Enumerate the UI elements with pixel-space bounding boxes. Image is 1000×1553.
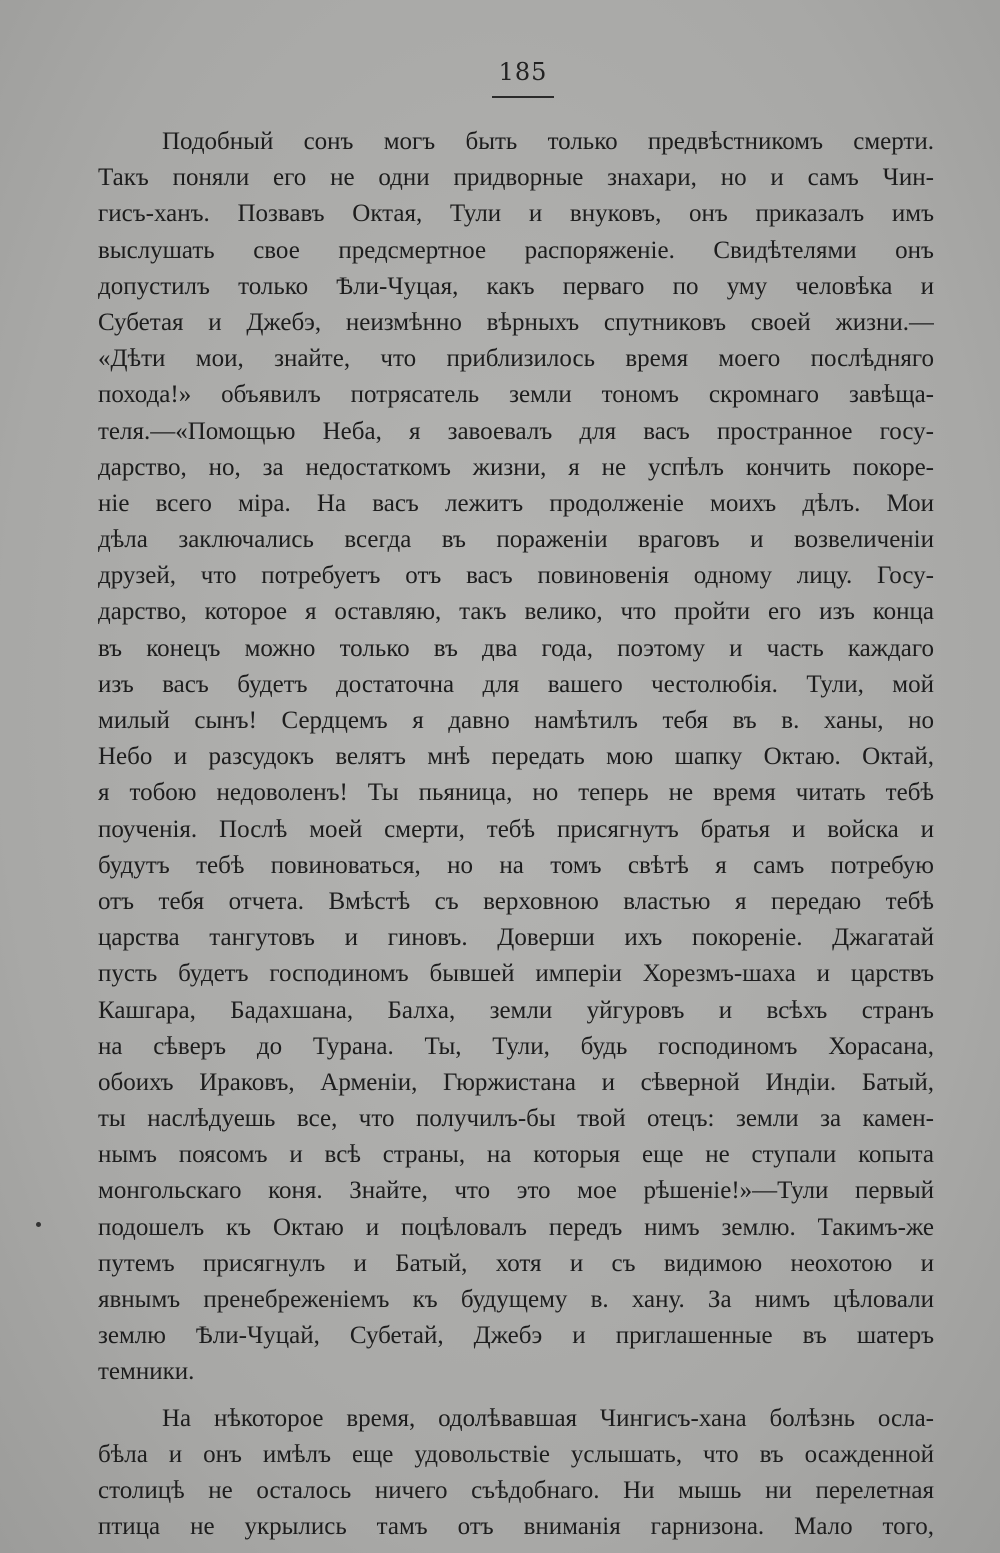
text-line: птица не укрылись тамъ отъ вниманія гарнизона. Мало того,: [98, 1513, 934, 1541]
text-line: явнымъ пренебреженіемъ къ будущему в. хану. За нимъ цѣловали: [98, 1286, 934, 1313]
text-line: отъ тебя отчета. Вмѣстѣ съ верховною властью я передаю тебѣ: [98, 887, 934, 915]
paragraph-gap: [98, 1391, 934, 1401]
text-line: дѣла заключались всегда въ пораженіи враговъ и возвеличеніи: [98, 526, 934, 554]
text-body: [98, 124, 934, 1545]
text-line: монгольскаго коня. Знайте, что это мое рѣшеніе!»—Тули первый: [98, 1177, 934, 1205]
text-line: допустилъ только Ѣли-Чуцая, какъ перваго по уму человѣка и: [98, 272, 934, 300]
print-speck: [36, 1222, 41, 1227]
text-line: будутъ тебѣ повиноваться, но на томъ свѣтѣ я самъ потребую: [98, 851, 934, 879]
text-line: ты наслѣдуешь все, что получилъ-бы твой отецъ: земли за камен-: [98, 1105, 934, 1133]
text-line: путемъ присягнулъ и Батый, хотя и съ видимою неохотою и: [98, 1249, 934, 1277]
text-line: похода!» объявилъ потрясатель земли тономъ скромнаго завѣща-: [98, 381, 934, 409]
page-number-underline: [492, 96, 554, 98]
text-line: На нѣкоторое время, одолѣвавшая Чингисъ-хана болѣзнь осла-: [162, 1404, 934, 1432]
text-line: на сѣверъ до Турана. Ты, Тули, будь господиномъ Хорасана,: [98, 1032, 934, 1060]
text-line: пусть будетъ господиномъ бывшей имперіи Хорезмъ-шаха и царствъ: [98, 960, 934, 988]
text-line: милый сынъ! Сердцемъ я давно намѣтилъ тебя въ в. ханы, но: [98, 707, 934, 734]
text-line: ніе всего міра. На васъ лежитъ продолженіе моихъ дѣлъ. Мои: [98, 489, 934, 517]
text-line: друзей, что потребуетъ отъ васъ повиновенія одному лицу. Госу-: [98, 562, 934, 590]
text-line: Такъ поняли его не одни придворные знахари, но и самъ Чин-: [98, 164, 934, 192]
text-line: нымъ поясомъ и всѣ страны, на которыя еще не ступали копыта: [98, 1141, 934, 1169]
page-number: 185: [498, 58, 548, 86]
text-line: выслушать свое предсмертное распоряженіе. Свидѣтелями онъ: [98, 236, 934, 264]
text-line: темники.: [98, 1358, 195, 1386]
text-line: землю Ѣли-Чуцай, Субетай, Джебэ и приглашенные въ шатеръ: [98, 1322, 934, 1350]
text-line: Субетая и Джебэ, неизмѣнно вѣрныхъ спутниковъ своей жизни.—: [98, 308, 934, 336]
text-line: царства тангутовъ и гиновъ. Доверши ихъ покореніе. Джагатай: [98, 924, 934, 952]
text-line: подошелъ къ Октаю и поцѣловалъ передъ нимъ землю. Такимъ-же: [98, 1213, 934, 1241]
text-line: поученія. Послѣ моей смерти, тебѣ присягнутъ братья и войска и: [98, 815, 934, 843]
text-line: бѣла и онъ имѣлъ еще удовольствіе услышать, что въ осажденной: [98, 1440, 934, 1468]
paragraph-1: [98, 124, 934, 1391]
text-line: дарство, но, за недостаткомъ жизни, я не успѣлъ кончить покоре-: [98, 453, 934, 481]
text-line: Кашгара, Бадахшана, Балха, земли уйгуровъ и всѣхъ странъ: [98, 996, 934, 1024]
paragraph-2: [98, 1401, 934, 1546]
text-line: въ конецъ можно только въ два года, поэтому и часть каждаго: [98, 634, 934, 662]
text-line: изъ васъ будетъ достаточна для вашего честолюбія. Тули, мой: [98, 670, 934, 698]
text-line: обоихъ Ираковъ, Арменіи, Гюржистана и сѣверной Индіи. Батый,: [98, 1068, 934, 1096]
text-line: столицѣ не осталось ничего съѣдобнаго. Ни мышь ни перелетная: [98, 1476, 934, 1504]
text-line: теля.—«Помощью Неба, я завоевалъ для васъ пространное госу-: [98, 417, 934, 445]
text-line: Подобный сонъ могъ быть только предвѣстникомъ смерти.: [162, 128, 934, 155]
text-line: я тобою недоволенъ! Ты пьяница, но теперь не время читать тебѣ: [98, 779, 934, 807]
text-line: дарство, которое я оставляю, такъ велико, что пройти его изъ конца: [98, 598, 934, 626]
text-line: «Дѣти мои, знайте, что приблизилось время моего послѣдняго: [98, 345, 934, 373]
text-line: гисъ-ханъ. Позвавъ Октая, Тули и внуковъ, онъ приказалъ имъ: [98, 200, 934, 228]
text-line: Небо и разсудокъ велятъ мнѣ передать мою шапку Октаю. Октай,: [98, 743, 934, 771]
